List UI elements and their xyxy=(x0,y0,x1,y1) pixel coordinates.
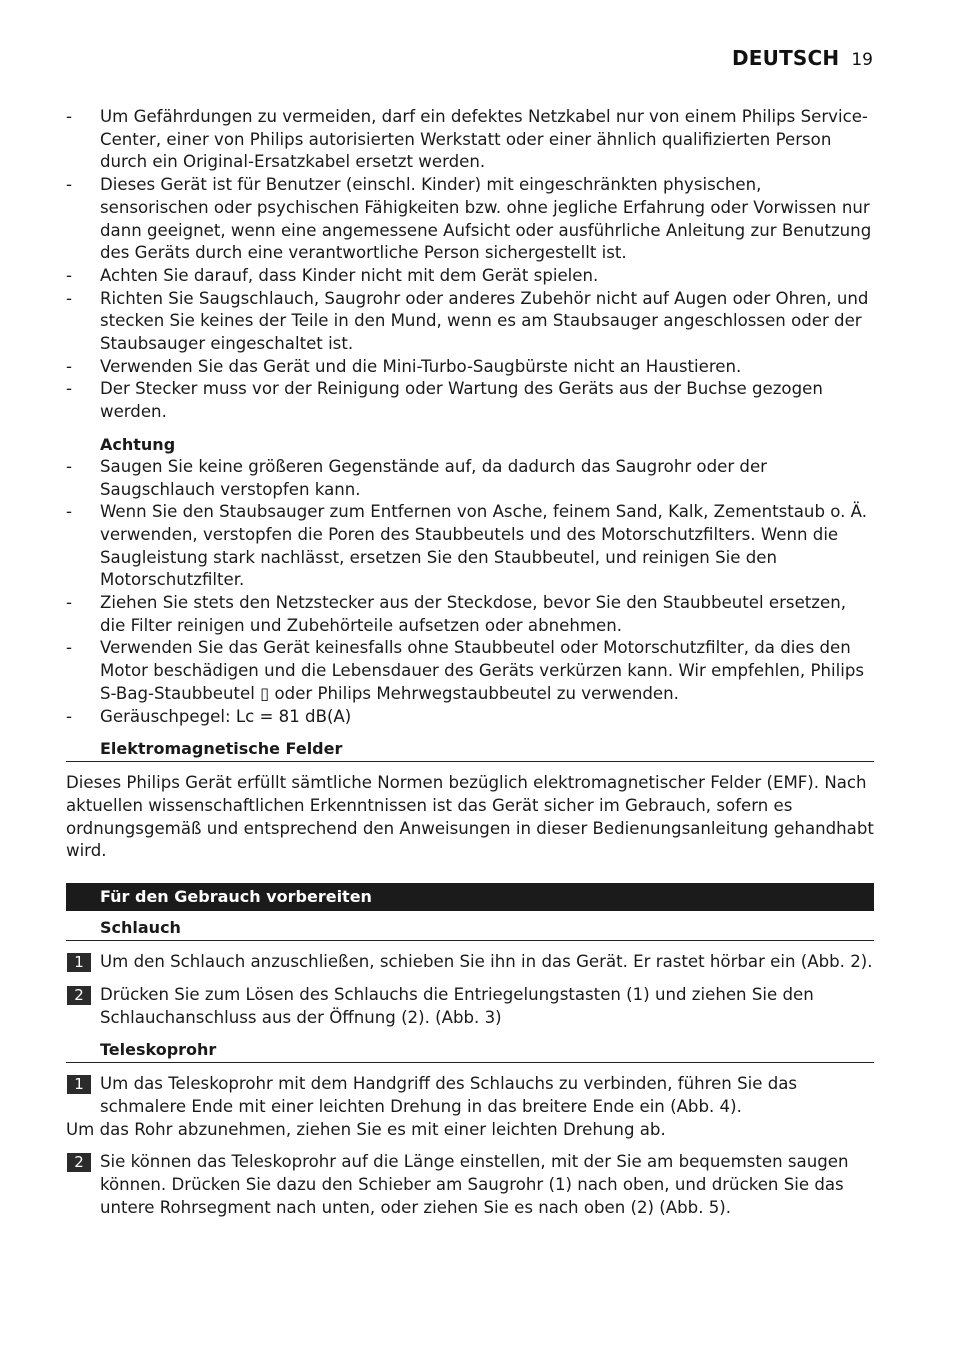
caution-item: - Ziehen Sie stets den Netzstecker aus der Steckdose, bevor Sie den Staubbeutel ersetzen, die Filter reinigen und Zubehörteile aufsetzen oder abnehmen. xyxy=(66,593,847,635)
step-text: Um das Teleskoprohr mit dem Handgriff des Schlauchs zu verbinden, führen Sie das schmalere Ende mit einer leichten Drehung in das breitere Ende ein (Abb. 4). xyxy=(100,1074,798,1116)
caution-item: - Saugen Sie keine größeren Gegenstände auf, da dadurch das Saugrohr oder der Saugschlauch verstopfen kann. xyxy=(66,456,767,499)
warnings-list xyxy=(66,106,874,424)
emf-heading: Elektromagnetische Felder xyxy=(66,738,874,762)
caution-heading: Achtung xyxy=(100,434,176,454)
step-number-badge: 1 xyxy=(67,1075,91,1094)
tube-removal-note: Um das Rohr abzunehmen, ziehen Sie es mit einer leichten Drehung ab. xyxy=(66,1119,666,1139)
hose-step-2 xyxy=(66,984,874,1029)
hose-heading: Schlauch xyxy=(66,917,874,941)
step-number-badge: 2 xyxy=(67,986,91,1005)
step-number-badge: 1 xyxy=(67,953,91,972)
warning-item: - Verwenden Sie das Gerät und die Mini-Turbo-Saugbürste nicht an Haustieren. xyxy=(66,356,742,376)
caution-item: - Wenn Sie den Staubsauger zum Entfernen von Asche, feinem Sand, Kalk, Zementstaub o. Ä. verwenden, verstopfen die Poren des Staubbeutels und des Motorschutzfilters. Wenn die Saugleistung stark nachlässt, ersetzen Sie den Staubbeutel, und reinigen Sie den Motorschutzfilter. xyxy=(66,502,867,590)
section-heading-preparation: Für den Gebrauch vorbereiten xyxy=(66,883,874,911)
warning-item: - Richten Sie Saugschlauch, Saugrohr oder anderes Zubehör nicht auf Augen oder Ohren, und stecken Sie keines der Teile in den Mund, wenn es am Staubsauger angeschlossen oder der Staubsauger eingeschaltet ist. xyxy=(66,288,869,354)
hose-step-1 xyxy=(66,951,874,974)
caution-item: - Verwenden Sie das Gerät keinesfalls ohne Staubbeutel oder Motorschutzfilter, da dies den Motor beschädigen und die Lebensdauer des Geräts verkürzen kann. Wir empfehlen, Philips S-Bag-Staubbeutel ▯ oder Philips Mehrwegstaubbeutel zu verwenden. xyxy=(66,638,865,703)
warning-item: - Dieses Gerät ist für Benutzer (einschl. Kinder) mit eingeschränkten physischen, sensorischen oder psychischen Fähigkeiten bzw. ohne jegliche Erfahrung oder Vorwissen nur dann geeignet, wenn eine angemessene Aufsicht oder ausführliche Anleitung zur Benutzung des Geräts durch eine verantwortliche Person sichergestellt ist. xyxy=(66,175,872,263)
tube-step-2 xyxy=(66,1151,874,1219)
tube-heading: Teleskoprohr xyxy=(66,1039,874,1063)
step-text: Sie können das Teleskoprohr auf die Länge einstellen, mit der Sie am bequemsten saugen können. Drücken Sie dazu den Schieber am Saugrohr (1) nach oben, und drücken Sie das untere Rohrsegment nach unten, oder ziehen Sie es nach oben (2) (Abb. 5). xyxy=(100,1152,849,1217)
caution-item: - Geräuschpegel: Lc = 81 dB(A) xyxy=(66,706,352,726)
page-content xyxy=(66,106,874,1219)
step-text: Um den Schlauch anzuschließen, schieben Sie ihn in das Gerät. Er rastet hörbar ein (Abb. 2). xyxy=(100,952,873,972)
language-label: DEUTSCH xyxy=(731,46,840,70)
warning-item: - Um Gefährdungen zu vermeiden, darf ein defektes Netzkabel nur von einem Philips Service-Center, einer von Philips autorisierten Werkstatt oder einer ähnlich qualifizierten Person durch ein Original-Ersatzkabel ersetzt werden. xyxy=(66,107,868,172)
page-number: 19 xyxy=(851,50,873,70)
warning-item: - Der Stecker muss vor der Reinigung oder Wartung des Geräts aus der Buchse gezogen werden. xyxy=(66,379,823,422)
warning-item: - Achten Sie darauf, dass Kinder nicht mit dem Gerät spielen. xyxy=(66,265,599,285)
step-number-badge: 2 xyxy=(67,1153,91,1172)
emf-paragraph: Dieses Philips Gerät erfüllt sämtliche Normen bezüglich elektromagnetischer Felder (EMF). Nach aktuellen wissenschaftlichen Erkenntnissen ist das Gerät sicher im Gebrauch, sofern es ordnungsgemäß und entsprechend den Anweisungen in dieser Bedienungsanleitung gehandhabt wird. xyxy=(66,773,874,861)
tube-step-1 xyxy=(66,1073,874,1118)
page-header xyxy=(732,46,873,70)
caution-list xyxy=(66,456,874,728)
step-text: Drücken Sie zum Lösen des Schlauchs die Entriegelungstasten (1) und ziehen Sie den Schlauchanschluss aus der Öffnung (2). (Abb. 3) xyxy=(100,984,814,1027)
